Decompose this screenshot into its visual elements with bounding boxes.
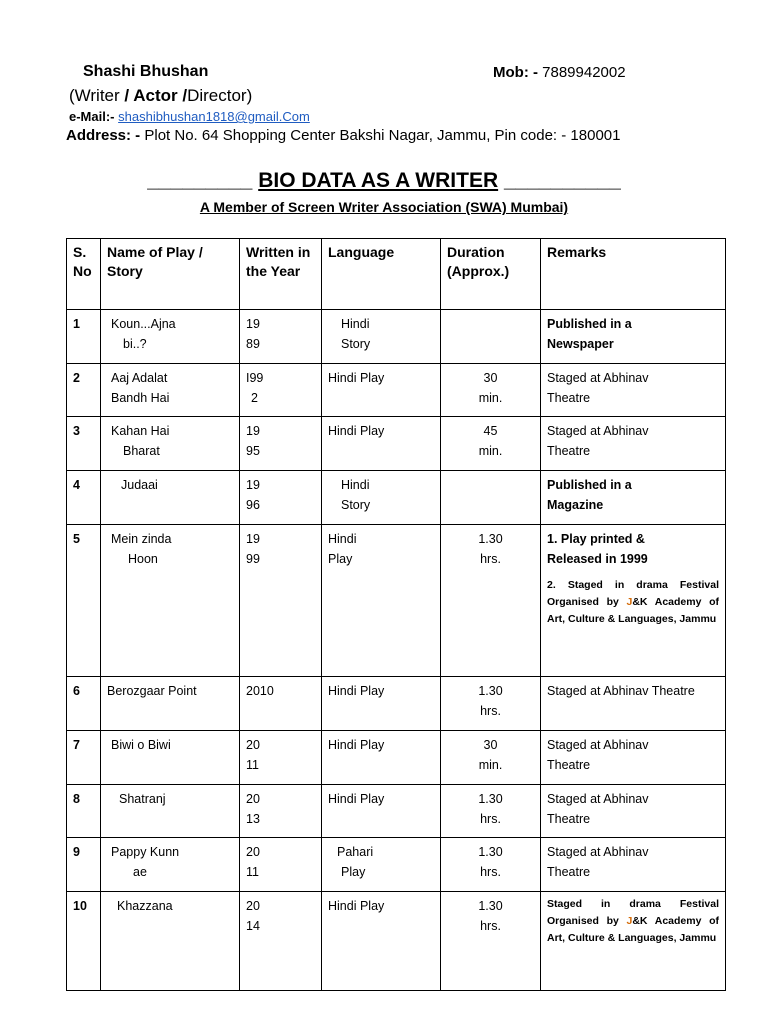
row-year — [240, 525, 322, 677]
duration-line: hrs. — [480, 865, 501, 879]
duration-line: 30 — [483, 371, 498, 385]
year-line: 99 — [246, 552, 260, 566]
remarks-line: Published in a — [547, 317, 632, 331]
duration-line: hrs. — [480, 552, 501, 566]
remarks-line: Staged at Abhinav — [547, 424, 649, 438]
table-row — [67, 417, 726, 471]
remarks-line: Staged at Abhinav — [547, 738, 649, 752]
duration-line: 1.30 — [478, 792, 503, 806]
remarks-line: Theatre — [547, 812, 591, 826]
language-line: Hindi — [328, 532, 357, 546]
row-title: Biwi o Biwi — [101, 731, 240, 785]
language-line: Pahari — [337, 845, 374, 859]
row-language — [322, 838, 441, 892]
duration-line: min. — [478, 758, 503, 772]
remarks-line: Staged at Abhinav — [547, 792, 649, 806]
title-right-rule: __________ — [503, 169, 621, 192]
remarks-note-letter: J — [626, 596, 633, 608]
row-remarks — [541, 471, 726, 525]
duration-line: min. — [478, 391, 503, 405]
title-line: Hoon — [128, 552, 158, 566]
row-duration — [441, 785, 541, 838]
row-year: 2010 — [240, 677, 322, 731]
title-line: Bandh Hai — [111, 391, 170, 405]
roles-open: (Writer — [69, 86, 125, 105]
table-row — [67, 677, 726, 731]
row-duration — [441, 310, 541, 364]
roles-line — [69, 86, 252, 106]
header-remarks: Remarks — [541, 239, 726, 310]
remarks-line: Released in 1999 — [547, 552, 648, 566]
row-remarks — [541, 525, 726, 677]
row-duration — [441, 471, 541, 525]
table-header-row — [67, 239, 726, 310]
remarks-line: Theatre — [547, 865, 591, 879]
remarks-line: Staged at Abhinav — [547, 845, 649, 859]
duration-line: 30 — [483, 738, 498, 752]
row-remarks — [541, 364, 726, 417]
remarks-note-text: 2. Staged in drama Festival Organised by — [547, 579, 719, 608]
row-title — [101, 525, 240, 677]
mobile-number — [493, 64, 626, 81]
row-title — [101, 364, 240, 417]
language-line: Story — [341, 498, 371, 512]
title-text: BIO DATA AS A WRITER — [258, 169, 499, 192]
row-language: Hindi Play — [322, 417, 441, 471]
table-row — [67, 525, 726, 677]
row-number: 3 — [67, 417, 101, 471]
remarks-line: Magazine — [547, 498, 604, 512]
row-year — [240, 785, 322, 838]
duration-line: 1.30 — [478, 899, 503, 913]
remarks-line: 1. Play printed & — [547, 532, 645, 546]
language-line: Play — [341, 865, 366, 879]
title-line: Koun...Ajna — [111, 317, 176, 331]
row-duration — [441, 838, 541, 892]
title-line: bi..? — [123, 337, 147, 351]
title-line: Kahan Hai — [111, 424, 170, 438]
year-line: 11 — [246, 758, 259, 772]
year-line: 2 — [251, 391, 258, 405]
row-remarks: Staged at Abhinav Theatre — [541, 677, 726, 731]
row-title — [101, 417, 240, 471]
year-line: 20 — [246, 792, 260, 806]
row-remarks — [541, 785, 726, 838]
title-line: Aaj Adalat — [111, 371, 168, 385]
header-year: Written in the Year — [240, 239, 322, 310]
row-number: 6 — [67, 677, 101, 731]
email-label: e-Mail:- — [69, 109, 115, 124]
year-line: 11 — [246, 865, 259, 879]
year-line: 89 — [246, 337, 260, 351]
row-language: Hindi Play — [322, 677, 441, 731]
year-line: I99 — [246, 371, 264, 385]
email-link[interactable]: shashibhushan1818@gmail.Com — [118, 109, 310, 124]
row-remarks — [541, 731, 726, 785]
title-line: ae — [133, 865, 147, 879]
row-duration — [441, 892, 541, 991]
row-title: Khazzana — [101, 892, 240, 991]
duration-line: 1.30 — [478, 532, 503, 546]
row-duration — [441, 731, 541, 785]
remarks-line: Theatre — [547, 391, 591, 405]
row-language: Hindi Play — [322, 785, 441, 838]
table-row — [67, 364, 726, 417]
address-line — [66, 127, 620, 144]
row-duration — [441, 677, 541, 731]
remarks-note-text: &K Academy of Art, Culture & Languages, Jammu — [547, 915, 719, 944]
row-remarks — [541, 838, 726, 892]
email-line — [69, 109, 310, 124]
mobile-value: 7889942002 — [537, 64, 626, 81]
row-language: Hindi Play — [322, 731, 441, 785]
row-number: 7 — [67, 731, 101, 785]
year-line: 95 — [246, 444, 260, 458]
duration-line: hrs. — [480, 812, 501, 826]
row-remarks — [541, 892, 726, 991]
year-line: 14 — [246, 919, 260, 933]
row-language: Hindi Play — [322, 892, 441, 991]
row-remarks — [541, 417, 726, 471]
row-language — [322, 471, 441, 525]
row-year — [240, 731, 322, 785]
row-year — [240, 838, 322, 892]
title-line: Mein zinda — [111, 532, 172, 546]
roles-separator: / Actor / — [124, 86, 188, 105]
remarks-note — [547, 896, 719, 947]
row-year — [240, 310, 322, 364]
year-line: 19 — [246, 478, 260, 492]
duration-line: 45 — [483, 424, 498, 438]
row-number: 9 — [67, 838, 101, 892]
row-title — [101, 310, 240, 364]
title-line: Pappy Kunn — [111, 845, 180, 859]
remarks-line: Theatre — [547, 758, 591, 772]
remarks-note — [547, 577, 719, 628]
table-row — [67, 471, 726, 525]
remarks-line: Published in a — [547, 478, 632, 492]
row-number: 1 — [67, 310, 101, 364]
table-row — [67, 731, 726, 785]
table-row — [67, 310, 726, 364]
remarks-note-text: Staged in drama Festival Organised by — [547, 898, 719, 927]
language-line: Story — [341, 337, 371, 351]
remarks-line: Staged at Abhinav — [547, 371, 649, 385]
year-line: 19 — [246, 317, 260, 331]
year-line: 19 — [246, 424, 260, 438]
row-year — [240, 892, 322, 991]
roles-close: Director) — [187, 86, 253, 105]
row-number: 10 — [67, 892, 101, 991]
row-remarks — [541, 310, 726, 364]
row-year — [240, 417, 322, 471]
row-year — [240, 364, 322, 417]
header-duration: Duration (Approx.) — [441, 239, 541, 310]
address-label: Address: - — [66, 127, 141, 144]
row-number: 4 — [67, 471, 101, 525]
works-table — [66, 238, 726, 991]
row-language — [322, 310, 441, 364]
duration-line: min. — [478, 444, 503, 458]
row-duration — [441, 525, 541, 677]
row-title — [101, 471, 240, 525]
remarks-note-letter: J — [626, 915, 633, 927]
title-line: Bharat — [123, 444, 160, 458]
row-language — [322, 525, 441, 677]
language-line: Hindi — [341, 478, 370, 492]
row-title: Shatranj — [101, 785, 240, 838]
row-title: Berozgaar Point — [101, 677, 240, 731]
year-line: 19 — [246, 532, 260, 546]
row-number: 8 — [67, 785, 101, 838]
title-line: Judaai — [121, 478, 158, 492]
table-row — [67, 838, 726, 892]
duration-line: 1.30 — [478, 845, 503, 859]
row-number: 2 — [67, 364, 101, 417]
row-duration — [441, 417, 541, 471]
year-line: 20 — [246, 899, 260, 913]
duration-line: 1.30 — [478, 684, 503, 698]
row-duration — [441, 364, 541, 417]
mobile-label: Mob: - — [493, 64, 538, 81]
year-line: 96 — [246, 498, 260, 512]
year-line: 20 — [246, 845, 260, 859]
duration-line: hrs. — [480, 919, 501, 933]
header-language: Language — [322, 239, 441, 310]
language-line: Play — [328, 552, 353, 566]
language-line: Hindi — [341, 317, 370, 331]
remarks-note-text: &K Academy of Art, Culture & Languages, Jammu — [547, 596, 719, 625]
header-sno: S. No — [67, 239, 101, 310]
row-year — [240, 471, 322, 525]
table-row — [67, 892, 726, 991]
address-value: Plot No. 64 Shopping Center Bakshi Nagar, Jammu, Pin code: - 180001 — [140, 127, 621, 144]
year-line: 13 — [246, 812, 260, 826]
row-title — [101, 838, 240, 892]
year-line: 20 — [246, 738, 260, 752]
document-title — [0, 169, 768, 193]
title-left-rule: _________ — [147, 169, 253, 192]
person-name: Shashi Bhushan — [83, 63, 209, 80]
remarks-line: Newspaper — [547, 337, 614, 351]
row-number: 5 — [67, 525, 101, 677]
document-subtitle: A Member of Screen Writer Association (SWA) Mumbai) — [199, 199, 569, 215]
header-name: Name of Play / Story — [101, 239, 240, 310]
table-row — [67, 785, 726, 838]
remarks-line: Theatre — [547, 444, 591, 458]
duration-line: hrs. — [480, 704, 501, 718]
row-language: Hindi Play — [322, 364, 441, 417]
